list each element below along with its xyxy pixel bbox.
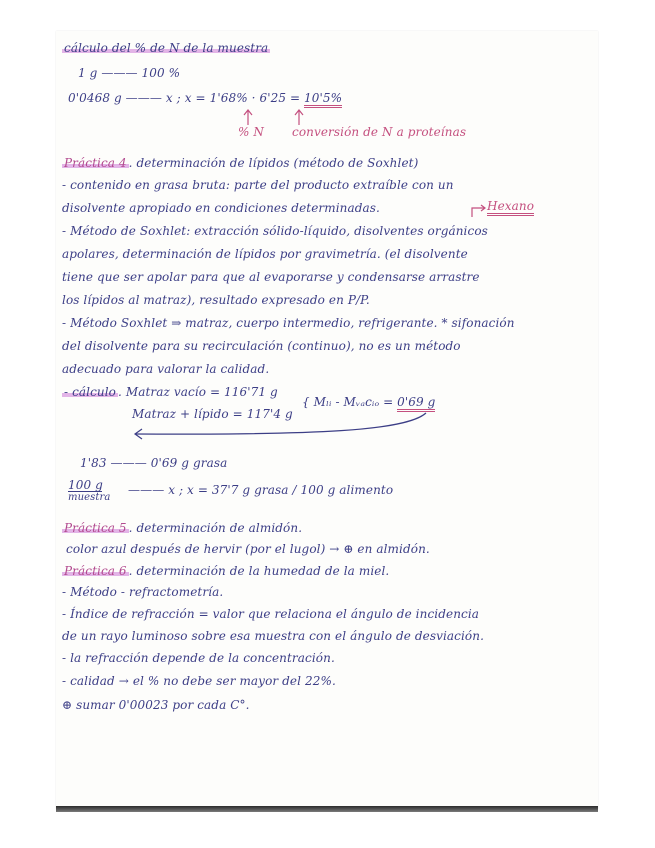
p4-line3: - Método de Soxhlet: extracción sólido-líquido, disolventes orgánicos	[62, 224, 488, 238]
p4-line9: adecuado para valorar la calidad.	[62, 362, 270, 376]
p4-heading: Práctica 4 . determinación de lípidos (método de Soxhlet)	[64, 156, 419, 170]
p4-line8: del disolvente para su recirculación (continuo), no es un método	[62, 339, 461, 353]
p6-line5: - calidad → el % no debe ser mayor del 22%.	[62, 674, 336, 688]
p4-line5: tiene que ser apolar para que al evaporarse y condensarse arrastre	[62, 270, 480, 284]
calc-lipid-line1: - cálculo . Matraz vacío = 116'71 g	[64, 385, 278, 399]
p4-line4: apolares, determinación de lípidos por gravimetría. (el disolvente	[62, 247, 468, 261]
p6-line6: ⊕ sumar 0'00023 por cada C°.	[62, 698, 250, 712]
calc-n-title: cálculo del % de N de la muestra	[64, 41, 269, 55]
p6-line4: - la refracción depende de la concentración.	[62, 651, 335, 665]
p4-line2: disolvente apropiado en condiciones determinadas.	[62, 201, 380, 215]
p4-line1: - contenido en grasa bruta: parte del producto extraíble con un	[62, 178, 454, 192]
notebook-page	[56, 31, 598, 809]
annotation-percent-n: % N	[238, 125, 265, 139]
calc-lipid-line2: Matraz + lípido = 117'4 g	[132, 407, 293, 421]
p6-line1: - Método - refractometría.	[62, 585, 224, 599]
calc-n-line2: 0'0468 g ——— x ; x = 1'68% · 6'25 = 10'5%	[68, 91, 342, 105]
p4-line6: los lípidos al matraz), resultado expresado en P/P.	[62, 293, 370, 307]
p5-heading: Práctica 5 . determinación de almidón.	[64, 521, 303, 535]
page-bottom-edge	[56, 806, 598, 812]
p6-line3: de un rayo luminoso sobre esa muestra con el ángulo de desviación.	[62, 629, 484, 643]
p6-heading: Práctica 6 . determinación de la humedad de la miel.	[64, 564, 390, 578]
p4-line7: - Método Soxhlet ⇒ matraz, cuerpo intermedio, refrigerante. * sifonación	[62, 316, 515, 330]
p5-line1: color azul después de hervir (por el lugol) → ⊕ en almidón.	[66, 542, 430, 556]
calc-100g: 100 g	[68, 478, 103, 492]
calc-n-line1: 1 g ——— 100 %	[78, 66, 181, 80]
calc-lipid-line3: 1'83 ——— 0'69 g grasa	[80, 456, 228, 470]
calc-lipid-line4-left	[68, 479, 110, 504]
p4-hexano: Hexano	[487, 199, 534, 213]
calc-lipid-brace: { Mₗᵢ - Mᵥₐcᵢₒ = 0'69 g	[302, 395, 435, 409]
annotation-conversion: conversión de N a proteínas	[292, 125, 467, 139]
p6-line2: - Índice de refracción = valor que relaciona el ángulo de incidencia	[62, 607, 480, 621]
calc-lipid-line4: ——— x ; x = 37'7 g grasa / 100 g alimento	[128, 483, 394, 497]
calc-muestra: muestra	[68, 492, 111, 503]
